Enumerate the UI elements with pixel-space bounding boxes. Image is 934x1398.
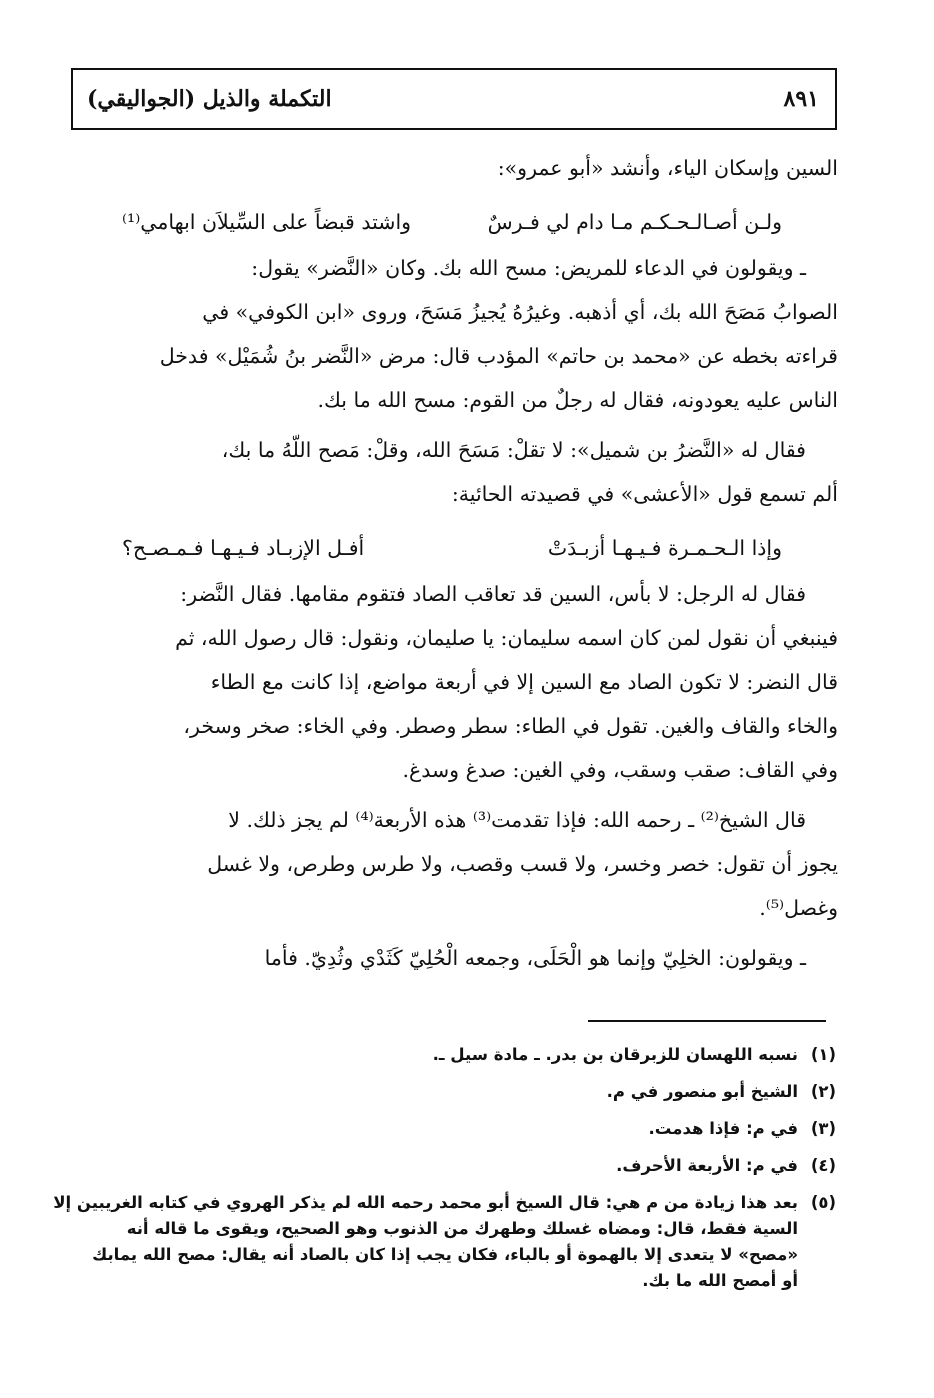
footnote-line: أو أمصح الله ما بك. (642, 1271, 798, 1290)
footnote-1 (70, 1036, 836, 1073)
footnote-5 (53, 1184, 836, 1294)
paragraph-5 (72, 936, 838, 980)
footnote-text: نسبه اللهسان للزبرقان بن بدر. ـ مادة سيل ـ. (432, 1045, 798, 1064)
footnote-3 (70, 1110, 836, 1147)
page-number: ٨٩١ (783, 86, 819, 112)
verse-1 (122, 198, 782, 246)
page-header (71, 68, 837, 130)
footnote-text (53, 1184, 798, 1294)
footnote-line: «مصح» لا يتعدى إلا بالهموة أو بالباء، فكان يجب إذا كان بالصاد أنه يقال: مصح الله يمابك (92, 1245, 798, 1264)
text-line: فقال له الرجل: لا بأس، السين قد تعاقب الصاد فتقوم مقامها. فقال النَّضر: (180, 582, 806, 606)
footnote-line: السية فقط، قال: ومضاه غسلك وطهرك من الذنوب وهو الصحيح، ويقوى ما قاله أنه (126, 1219, 798, 1238)
text-line: قراءته بخطه عن «محمد بن حاتم» المؤدب قال: مرض «النَّضر بنُ شُمَيْل» فدخل (159, 344, 838, 368)
paragraph-4 (72, 798, 838, 930)
verse-1-second-hemistich: واشتد قبضاً على السِّيلاَن ابهامي⁽¹⁾ (122, 210, 412, 234)
text-line: يجوز أن تقول: خصر وخسر، ولا قسب وقصب، ولا طرس وطرص، ولا غسل (207, 852, 838, 876)
running-title: التكملة والذيل (الجواليقي) (87, 86, 332, 112)
footnote-separator (588, 1020, 826, 1022)
footnote-2 (70, 1073, 836, 1110)
text-line: السين وإسكان الياء، وأنشد «أبو عمرو»: (497, 156, 838, 180)
text-line: قال النضر: لا تكون الصاد مع السين إلا في أربعة مواضع، إذا كانت مع الطاء (210, 670, 838, 694)
text-line: ـ ويقولون في الدعاء للمريض: مسح الله بك. وكان «النَّضر» يقول: (251, 256, 806, 280)
intro-line (72, 146, 838, 190)
paragraph-2 (72, 428, 838, 516)
text-line: فقال له «النَّضرُ بن شميل»: لا تقلْ: مَسَحَ الله، وقلْ: مَصح اللّهُ ما بك، (221, 438, 806, 462)
text-line: قال الشيخ⁽²⁾ ـ رحمه الله: فإذا تقدمت⁽³⁾ هذه الأربعة⁽⁴⁾ لم يجز ذلك. لا (228, 808, 806, 832)
verse-1-first-hemistich: ولـن أصـالـحـكـم مـا دام لي فـرسٌ (487, 210, 782, 234)
text-line: ـ ويقولون: الخلِيّ وإنما هو الْحَلَى، وجمعه الْحُلِيّ كَثَدْي وثُدِيّ. فأما (264, 946, 806, 970)
footnote-text: في م: الأربعة الأحرف. (616, 1156, 798, 1175)
footnote-number: (٤) (810, 1156, 836, 1175)
paragraph-1 (72, 246, 838, 422)
footnote-number: (١) (810, 1045, 836, 1064)
text-line: وغصل⁽⁵⁾. (759, 896, 838, 920)
verse-2-first-hemistich: وإذا الـحـمـرة فـيـهـا أزبـدَتْ (547, 536, 782, 560)
footnote-text: الشيخ أبو منصور في م. (606, 1082, 798, 1101)
paragraph-3 (72, 572, 838, 792)
footnote-line: بعد هذا زيادة من م هي: قال السيخ أبو محمد رحمه الله لم يذكر الهروي في كتابه الغريبين إلا (53, 1193, 798, 1212)
main-text (72, 146, 838, 980)
verse-2-second-hemistich: أفـل الإزبـاد فـيـهـا فـمـصـح؟ (122, 536, 365, 560)
footnote-4 (70, 1147, 836, 1184)
verse-2 (122, 524, 782, 572)
text-line: والخاء والقاف والغين. تقول في الطاء: سطر وصطر. وفي الخاء: صخر وسخر، (183, 714, 838, 738)
text-line: وفي القاف: صقب وسقب، وفي الغين: صدغ وسدغ. (402, 758, 838, 782)
text-line: ألم تسمع قول «الأعشى» في قصيدته الحائية: (451, 482, 838, 506)
footnotes (53, 1036, 836, 1294)
footnote-number: (٢) (810, 1082, 836, 1101)
footnote-text: في م: فإذا هدمت. (648, 1119, 798, 1138)
text-line: الناس عليه يعودونه، فقال له رجلٌ من القوم: مسح الله ما بك. (317, 388, 838, 412)
footnote-number: (٥) (810, 1193, 836, 1212)
footnote-number: (٣) (810, 1119, 836, 1138)
text-line: فينبغي أن نقول لمن كان اسمه سليمان: يا صليمان، ونقول: قال رصول الله، ثم (175, 626, 838, 650)
text-line: الصوابُ مَصَحَ الله بك، أي أذهبه. وغيرُهُ يُجيزُ مَسَحَ، وروى «ابن الكوفي» في (202, 300, 838, 324)
